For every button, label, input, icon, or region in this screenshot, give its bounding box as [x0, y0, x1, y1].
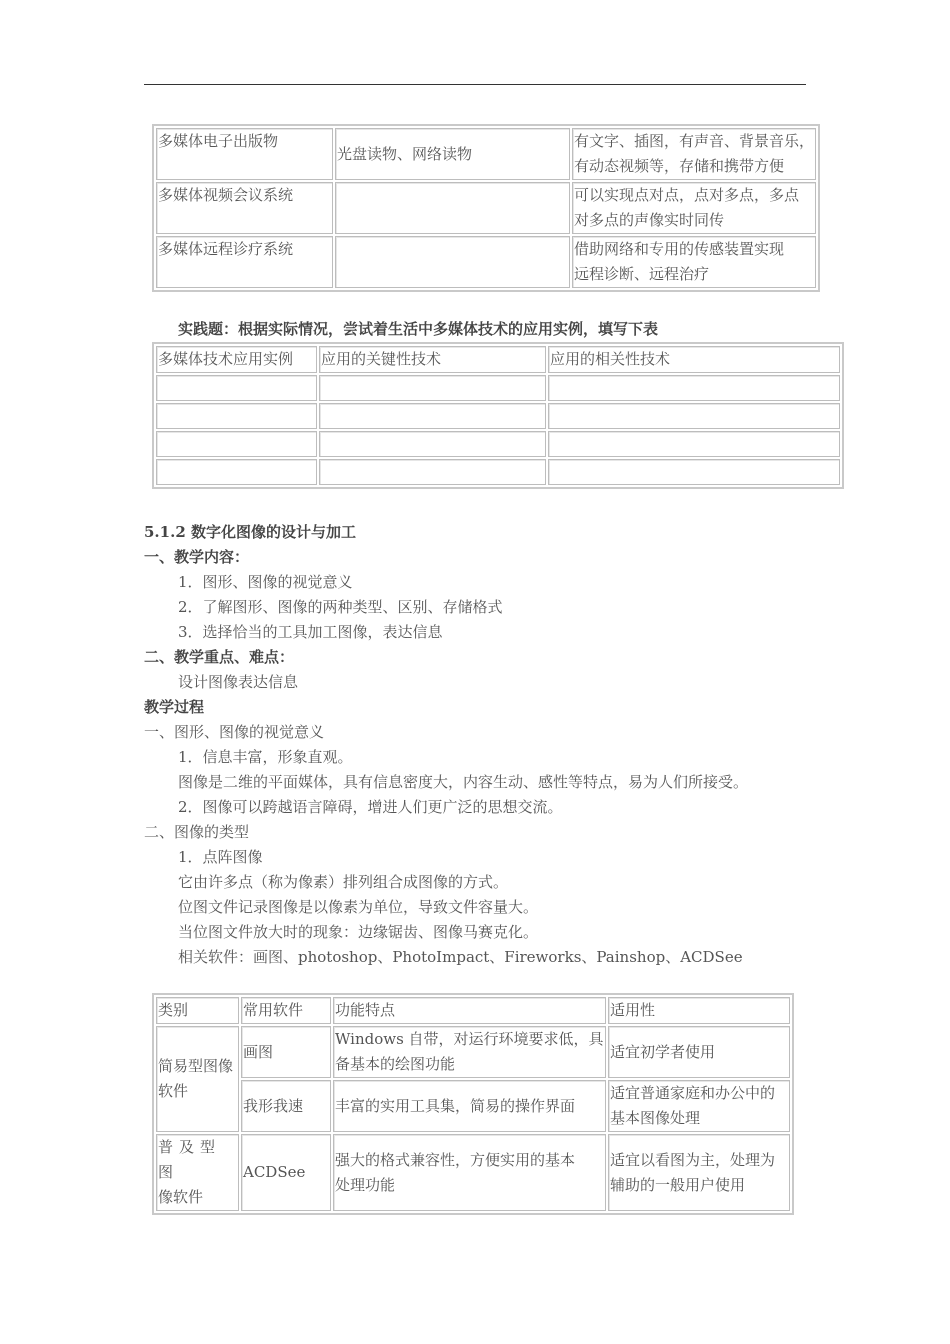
table-cell: [572, 182, 816, 234]
table-cell[interactable]: [319, 403, 546, 429]
practice-table: [152, 342, 844, 489]
cell-line: 处理功能: [335, 1175, 396, 1194]
image-software-table: [152, 993, 794, 1215]
cell-line: 丰富的实用工具集，简易的操作界面: [335, 1096, 576, 1115]
table-header-cell: 应用的关键性技术: [319, 346, 546, 373]
content-heading: 一、教学内容：: [144, 548, 250, 566]
cell-line: 像软件: [158, 1188, 204, 1206]
process-line: 当位图文件放大时的现象：边缘锯齿、图像马赛克化。: [178, 923, 539, 941]
table-header-row: [156, 997, 790, 1024]
suitability-cell: [608, 1026, 790, 1078]
cell-line: 软件: [158, 1082, 189, 1100]
feature-cell: [333, 1134, 606, 1211]
process-line: 图像是二维的平面媒体，具有信息密度大，内容生动、感性等特点，易为人们所接受。: [178, 773, 749, 791]
process-line: 一、图形、图像的视觉意义: [144, 723, 325, 741]
process-line: 1．信息丰富，形象直观。: [178, 748, 353, 766]
content-item: 2．了解图形、图像的两种类型、区别、存储格式: [178, 598, 503, 616]
table-header-cell: 多媒体技术应用实例: [156, 346, 317, 373]
table-header-row: [156, 346, 840, 373]
table-cell: 多媒体电子出版物: [156, 128, 333, 180]
feature-cell: [333, 1080, 606, 1132]
cell-line: 对多点的声像实时同传: [574, 211, 725, 229]
table-cell: [572, 236, 816, 288]
feature-cell: [333, 1026, 606, 1078]
table-cell: [335, 182, 570, 234]
software-cell: 画图: [241, 1026, 331, 1078]
table-row: [156, 1134, 790, 1211]
content-item: 3．选择恰当的工具加工图像，表达信息: [178, 623, 443, 641]
cell-line: 适宜以看图为主，处理为: [610, 1150, 776, 1169]
table-cell[interactable]: [548, 431, 840, 457]
cell-line: 可以实现点对点，点对多点，多点: [574, 186, 800, 204]
process-line: 相关软件：画图、photoshop、PhotoImpact、Fireworks、Painshop、ACDSee: [178, 948, 743, 966]
key-heading: 二、教学重点、难点：: [144, 648, 295, 666]
process-heading: 教学过程: [144, 698, 205, 716]
key-text: 设计图像表达信息: [178, 673, 299, 691]
table-cell[interactable]: [548, 375, 840, 401]
process-line: 1．点阵图像: [178, 848, 263, 866]
table-row: [156, 459, 840, 485]
cell-line: 有动态视频等，存储和携带方便: [574, 157, 785, 175]
suitability-cell: [608, 1080, 790, 1132]
multimedia-examples-table: [152, 124, 820, 292]
content-item: 1．图形、图像的视觉意义: [178, 573, 353, 591]
cell-line: 备基本的绘图功能: [335, 1055, 456, 1073]
category-cell: [156, 1026, 239, 1132]
table-row: [156, 1026, 790, 1078]
table-cell[interactable]: [548, 459, 840, 485]
table-cell[interactable]: [319, 459, 546, 485]
table-header-cell: 常用软件: [241, 997, 331, 1024]
cell-line: 强大的格式兼容性，方便实用的基本: [335, 1150, 576, 1169]
section-title: 5.1.2 数字化图像的设计与加工: [144, 523, 356, 541]
cell-line: 普及型图: [158, 1138, 222, 1181]
process-line: 它由许多点（称为像素）排列组合成图像的方式。: [178, 873, 509, 891]
table-cell: 多媒体视频会议系统: [156, 182, 333, 234]
process-line: 二、图像的类型: [144, 823, 250, 841]
cell-line: 有文字、插图，有声音、背景音乐，: [574, 132, 815, 150]
practice-title: 实践题：根据实际情况，尝试着生活中多媒体技术的应用实例，填写下表: [178, 320, 659, 338]
table-row: [156, 431, 840, 457]
cell-line: 基本图像处理: [610, 1109, 701, 1127]
cell-line: 借助网络和专用的传感装置实现: [574, 240, 785, 258]
table-header-cell: 功能特点: [333, 997, 606, 1024]
table-header-cell: 应用的相关性技术: [548, 346, 840, 373]
table-cell[interactable]: [156, 431, 317, 457]
cell-line: 远程诊断、远程治疗: [574, 265, 710, 283]
cell-line: 简易型图像: [158, 1057, 234, 1075]
table-cell[interactable]: [548, 403, 840, 429]
table-cell: 光盘读物、网络读物: [335, 128, 570, 180]
table-header-cell: 类别: [156, 997, 239, 1024]
category-cell: [156, 1134, 239, 1211]
process-line: 2．图像可以跨越语言障碍，增进人们更广泛的思想交流。: [178, 798, 563, 816]
cell-line: Windows 自带，对运行环境要求低，具: [335, 1030, 604, 1048]
table-cell[interactable]: [156, 459, 317, 485]
table-cell[interactable]: [319, 375, 546, 401]
header-rule: [144, 84, 806, 85]
table-row: [156, 128, 816, 180]
software-cell: ACDSee: [241, 1134, 331, 1211]
process-line: 位图文件记录图像是以像素为单位，导致文件容量大。: [178, 898, 539, 916]
table-row: [156, 375, 840, 401]
table-row: [156, 236, 816, 288]
table-cell: [335, 236, 570, 288]
cell-line: 适宜普通家庭和办公中的: [610, 1084, 776, 1102]
table-row: [156, 182, 816, 234]
table-header-cell: 适用性: [608, 997, 790, 1024]
table-cell: 多媒体远程诊疗系统: [156, 236, 333, 288]
table-row: [156, 403, 840, 429]
table-cell[interactable]: [156, 375, 317, 401]
table-row: [156, 1080, 790, 1132]
software-cell: 我形我速: [241, 1080, 331, 1132]
table-cell[interactable]: [156, 403, 317, 429]
table-cell[interactable]: [319, 431, 546, 457]
table-cell: [572, 128, 816, 180]
cell-line: 辅助的一般用户使用: [610, 1175, 746, 1194]
suitability-cell: [608, 1134, 790, 1211]
cell-line: 适宜初学者使用: [610, 1042, 716, 1061]
